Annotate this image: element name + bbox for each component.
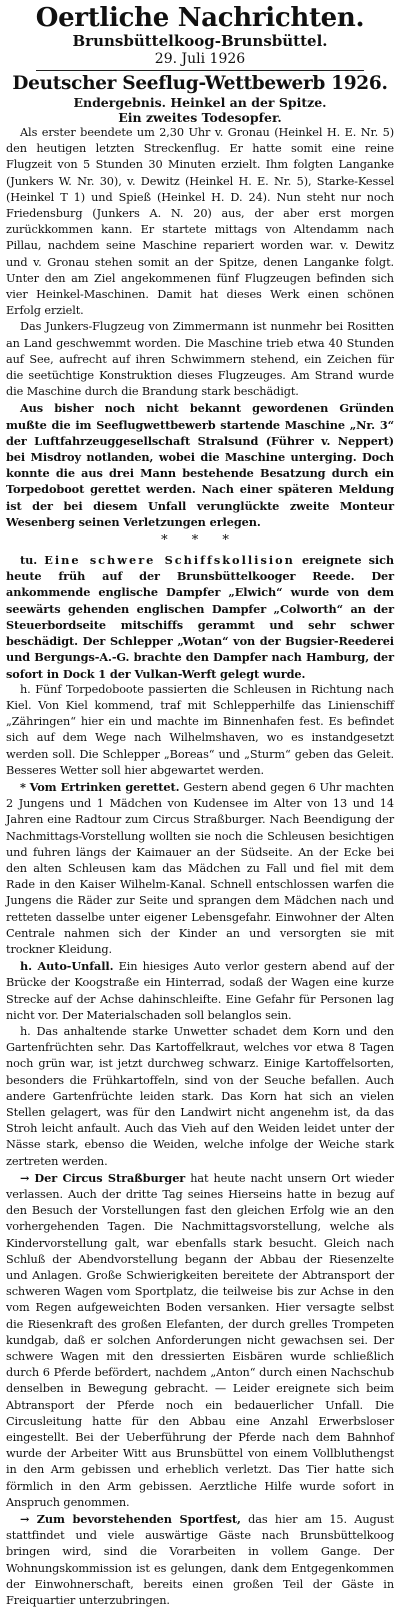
- section-subtitle: Brunsbüttelkoog-Brunsbüttel.: [72, 32, 328, 50]
- arrow-mark: →: [20, 1512, 30, 1527]
- article-paragraph: Aus bisher noch nicht bekannt gewordenen Gründen mußte die im Seeflugwettbewerb startende Maschine „Nr. 3“ der Luftfahrzeuggesellschaft Stralsund (Führer v. Neppert) bei Misdroy notlanden, wobei die Maschine unterging. Doch konnte die aus drei Mann bestehende Besatzung durch ein Torpedoboot gerettet werden. Nach einer späteren Meldung ist der bei diesem Unfall verunglückte zweite Monteur Wesenberg seinen Verletzungen erlegen.: [6, 401, 394, 529]
- news-item-weather: h. Das anhaltende starke Unwetter schadet dem Korn und den Gartenfrüchten sehr. Das Kartoffelkraut, welches vor etwa 8 Tagen noch grün war, ist jetzt durchweg schwarz. Einige Kartoffelsorten, besonders die Frühkartoffeln, sind von der Seuche befallen. Auch andere Gartenfrüchte leiden stark. Das Korn hat sich an vielen Stellen gelagert, was für den Landwirt nicht angenehm ist, da das Stroh leicht anfault. Auch das Vieh auf den Weiden leidet unter der Nässe stark, ebenso die Weiden, welche infolge der Weiche stark zertreten werden.: [6, 1024, 394, 1168]
- item-body: Gestern abend gegen 6 Uhr machten 2 Jungens und 1 Mädchen von Kudensee im Alter von 13 und 14 Jahren eine Radtour zum Circus Straßburger. Nach Beendigung der Nachmittags-Vorstellung wollten sie noch die Schleusen besichtigen und fuhren längs der Kaimauer an der Südseite. An der Ecke bei den alten Schleusen kam das Mädchen zu Fall und fiel mit dem Rade in den Kaiser Wilhelm-Kanal. Schnell entschlossen warfen die Jungens die Räder zur Seite und sprangen dem Mädchen nach und retteten dasselbe unter eigener Lebensgefahr. Einwohner der Alten Centrale nahmen sich der Kinder an und versorgten sie mit trockner Kleidung.: [6, 780, 394, 956]
- item-lead: Eine schwere Schiffskollision: [44, 553, 295, 568]
- item-lead: Vom Ertrinken gerettet.: [29, 779, 180, 794]
- section-title: Oertliche Nachrichten.: [35, 3, 365, 33]
- separator-asterisks: * * *: [161, 533, 239, 549]
- item-lead: Der Circus Straßburger: [34, 1170, 186, 1185]
- article-paragraph: Als erster beendete um 2,30 Uhr v. Gronau (Heinkel H. E. Nr. 5) den heutigen letzten Streckenflug. Er hatte somit eine reine Flugzeit von 5 Stunden 30 Minuten erzielt. Ihm folgten Langanke (Junkers W. Nr. 30), v. Dewitz (Heinkel H. E. Nr. 5), Starke-Kessel (Heinkel T 1) und Spieß (Heinkel H. D. 24). Nun steht nur noch Friedensburg (Junkers A. N. 20) aus, der aber erst morgen zurückkommen kann. Er startete mittags von Altendamm nach Pillau, nachdem seine Maschine repariert worden war. v. Dewitz und v. Gronau stehen somit an der Spitze, denen Langanke folgt. Unter den am Ziel angekommenen fünf Flugzeugen befinden sich vier Heinkel-Maschinen. Damit hat dieses Werk einen schönen Erfolg erzielt.: [6, 126, 394, 318]
- news-item-sportfest: [6, 1511, 394, 1609]
- item-body: das hier am 15. August stattfindet und viele auswärtige Gäste nach Brunsbüttelkoog bringen wird, sind die Vorarbeiten in vollem Gange. Der Wohnungskommission ist es gelungen, dank dem Entgegenkommen der Einwohnerschaft, bereits einen großen Teil der Gäste in Freiquartier unterzubringen.: [6, 1513, 394, 1608]
- item-body: Ein hiesiges Auto verlor gestern abend auf der Brücke der Koogstraße ein Hinterrad, sodaß der Wagen eine kurze Strecke auf der Achse dahinschleifte. Eine Gefahr für Personen lag nicht vor. Der Materialschaden soll belanglos sein.: [6, 960, 395, 1022]
- item-body: hat heute nacht unsern Ort wieder verlassen. Auch der dritte Tag seines Hierseins hatte in bezug auf den Besuch der Vorstellungen fast den gleichen Erfolg wie an den vorhergehenden Tagen. Die Nachmittagsvorstellung, welche als Kindervorstellung galt, war ebenfalls stark besucht. Gleich nach Schluß der Abendvorstellung begann der Abbau der Riesenzelte und Anlagen. Große Schwierigkeiten bereitete der Abtransport der schweren Wagen vom Sportplatz, die teilweise bis zur Achse in den vom Regen aufgeweichten Boden versanken. Hier versagte selbst die Riesenkraft des großen Elefanten, der durch grelles Trompeten kundgab, daß er solchen Anforderungen nicht gewachsen sei. Der schwere Wagen mit den dressierten Eisbären wurde schließlich durch 6 Pferde befördert, nachdem „Anton“ durch einen Nachschub denselben in Bewegung gebracht. — Leider ereignete sich beim Abtransport der Pferde noch ein bedauerlicher Unfall. Die Circusleitung hatte für den Abbau eine Anzahl Erwerbsloser eingestellt. Bei der Ueberführung der Pferde nach dem Bahnhof wurde der Arbeiter Witt aus Brunsbüttel von einem Vollbluthengst in den Arm gebissen und erheblich verletzt. Das Tier hatte sich förmlich in den Arm gebissen. Aerztliche Hilfe wurde sofort in Anspruch genommen.: [6, 1171, 394, 1509]
- item-lead: h. Auto-Unfall.: [20, 959, 114, 974]
- news-item-circus: [6, 1170, 394, 1511]
- article-paragraph: Das Junkers-Flugzeug von Zimmermann ist nunmehr bei Rositten an Land geschwemmt worden. Die Maschine trieb etwa 40 Stunden auf See, aufrecht auf ihren Schwimmern stehend, ein Zeichen für die seetüchtige Konstruktion dieses Flugzeuges. Am Strand wurde die Maschine durch die Brandung stark beschädigt.: [6, 320, 394, 399]
- news-item-torpedo: h. Fünf Torpedoboote passierten die Schleusen in Richtung nach Kiel. Von Kiel kommend, traf mit Schlepperhilfe das Linienschiff „Zähringen“ hier ein und machte im Binnenhafen fest. Es befindet sich auf dem Wege nach Wilhelmshaven, wo es instandgesetzt werden soll. Die Schlepper „Boreas“ und „Sturm“ geben das Geleit. Besseres Wetter soll hier abgewartet werden.: [6, 682, 394, 777]
- asterisk-mark: *: [20, 779, 26, 794]
- item-lead: Zum bevorstehenden Sportfest,: [36, 1512, 241, 1527]
- article-headline: Deutscher Seeflug-Wettbewerb 1926.: [12, 73, 388, 94]
- news-item-rescue: [6, 779, 394, 958]
- article-subhead: Ein zweites Todesopfer.: [118, 110, 282, 125]
- article-subhead: Endergebnis. Heinkel an der Spitze.: [73, 95, 327, 110]
- arrow-mark: →: [20, 1170, 30, 1185]
- news-item-collision: [6, 552, 394, 682]
- dateline: 29. Juli 1926: [154, 51, 246, 67]
- item-prefix: tu.: [20, 553, 38, 568]
- item-body: ereignete sich heute früh auf der Brunsbüttelkooger Reede. Der ankommende englische Dampfer „Elwich“ wurde von dem seewärts gehenden englischen Dampfer „Colworth“ an der Steuerbordseite mitschiffs gerammt und sehr schwer beschädigt. Der Schlepper „Wotan“ von der Bugsier-Reederei und Bergungs-A.-G. brachte den Dampfer nach Hamburg, der sofort in Dock 1 der Vulkan-Werft gelegt wurde.: [6, 553, 394, 681]
- header-rule: [36, 70, 364, 71]
- news-item-auto: [6, 958, 394, 1024]
